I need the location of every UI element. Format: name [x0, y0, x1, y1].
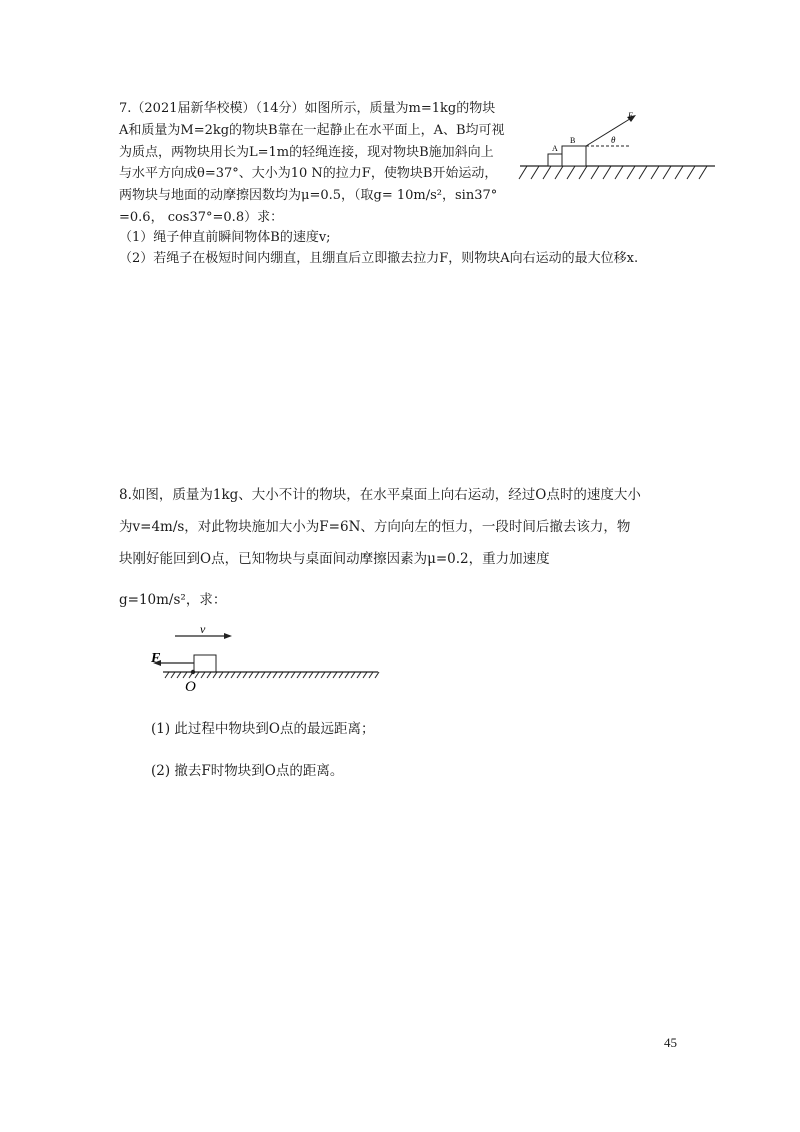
ground-hatching	[519, 166, 707, 179]
page-number: 45	[664, 1035, 677, 1050]
block-a	[548, 154, 562, 166]
block-b	[562, 146, 586, 166]
q7-subquestion-1: （1）绳子伸直前瞬间物体B的速度v;	[119, 230, 331, 245]
q7-line-2: A和质量为M=2kg的物块B靠在一起静止在水平面上，A、B均可视	[119, 123, 505, 138]
q8-line-4: g=10m/s²，求：	[119, 592, 227, 608]
point-o-marker	[191, 670, 195, 674]
q7-subquestion-2: （2）若绳子在极短时间内绷直，且绷直后立即撤去拉力F，则物块A向右运动的最大位移x.	[119, 251, 639, 266]
q7-line-3: 为质点，两物块用长为L=1m的轻绳连接，现对物块B施加斜向上	[119, 145, 494, 160]
label-v: v	[200, 622, 206, 636]
label-f: F	[628, 111, 633, 120]
q7-line-5: 两物块与地面的动摩擦因数均为μ=0.5，（取g= 10m/s²，sin37°	[119, 188, 498, 203]
q8-figure-block-on-table	[145, 620, 385, 700]
q8-line-2: 为v=4m/s，对此物块施加大小为F=6N、方向向左的恒力，一段时间后撤去该力，物	[119, 519, 631, 535]
velocity-arrowhead	[224, 633, 232, 639]
q8-line-3: 块刚好能回到O点，已知物块与桌面间动摩擦因素为μ=0.2，重力加速度	[119, 551, 550, 567]
label-a: A	[552, 144, 558, 153]
q7-line-1: 7.（2021届新华校模）（14分）如图所示，质量为m=1kg的物块	[119, 101, 496, 116]
label-f: F	[151, 651, 161, 666]
q8-line-1: 8.如图，质量为1kg、大小不计的物块，在水平桌面上向右运动，经过O点时的速度大小	[119, 487, 641, 503]
label-b: B	[570, 136, 576, 145]
label-theta: θ	[611, 135, 616, 145]
q7-line-4: 与水平方向成θ=37°、大小为10 N的拉力F，使物块B开始运动，	[119, 166, 498, 181]
q7-figure-blocks-on-ground	[515, 108, 720, 188]
q8-subquestion-1: (1) 此过程中物块到O点的最远距离；	[151, 721, 375, 737]
label-o: O	[185, 679, 196, 695]
block	[194, 655, 216, 672]
q7-line-6: =0.6， cos37°=0.8）求：	[119, 210, 284, 225]
force-arrow-line	[586, 117, 633, 146]
table-hatching	[165, 672, 379, 678]
q8-subquestion-2: (2) 撤去F时物块到O点的距离。	[151, 763, 344, 779]
